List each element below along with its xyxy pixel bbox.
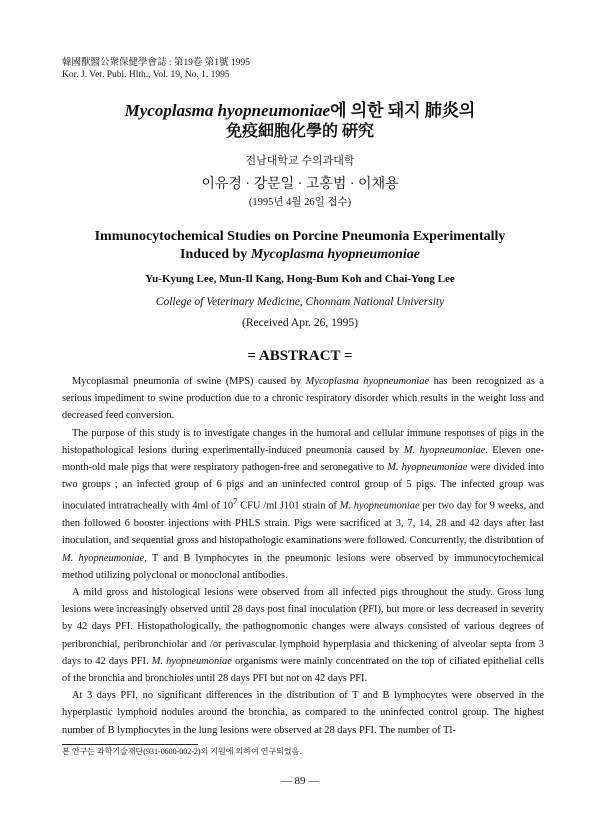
english-title-line1: Immunocytochemical Studies on Porcine Pneumonia Experimentally bbox=[94, 229, 506, 244]
abstract-heading: = ABSTRACT = bbox=[247, 348, 353, 364]
text-run: A mild gross and histological lesions were observed from all infected pigs throughout the study. Gross lung lesions were increasingly observed until 28 days post final inoculation (PFI), but more or less decreased in severity by 42 days PFI. Histopathologically, the pathognomonic changes were always consisted of various degrees of peribronchial, peribronchiolar and /or perivascular lymphoid hyperplasia and thickening of alveolar septa from 3 days to 42 days PFI. bbox=[62, 586, 544, 667]
text-run: were divided into two groups ; an infected group of 6 pigs and an uninfected control group of 5 pigs. The infected group was inoculated intratracheally with 4ml of 10 bbox=[62, 462, 545, 512]
text-run: . Eleven one-month-old male pigs that were respiratory pathogen-free and seronegative to bbox=[62, 444, 545, 474]
korean-authors: 이유경 · 강문일 · 고홍범 · 이채용 bbox=[201, 177, 399, 192]
korean-title-line2: 免疫細胞化學的 硏究 bbox=[225, 123, 374, 140]
abstract-paragraph-2 bbox=[62, 425, 544, 584]
abstract-paragraph-1 bbox=[62, 373, 544, 425]
text-run: Mycoplasmal pneumonia of swine (MPS) caused by bbox=[72, 376, 306, 387]
korean-affiliation: 전남대학교 수의과대학 bbox=[245, 155, 355, 167]
footnote-divider bbox=[62, 744, 198, 745]
english-title-organism: Mycoplasma hyopneumoniae bbox=[250, 247, 420, 262]
page-number: — 89 — bbox=[280, 775, 320, 787]
english-received-date: (Received Apr. 26, 1995) bbox=[242, 317, 358, 329]
abstract-paragraph-3 bbox=[62, 584, 544, 687]
english-title-line2 bbox=[40, 247, 560, 263]
text-run: organisms were mainly concentrated on the top of ciliated epithelial cells of the bronchia and bronchioles until 28 days PFI but not on 42 days PFI. bbox=[62, 655, 544, 684]
english-affiliation: College of Veterinary Medicine, Chonnam National University bbox=[155, 296, 445, 308]
text-run: has been recognized as a serious impediment to swine production due to a chronic respiratory disorder which results in the weight loss and decreased feed conversion. bbox=[62, 376, 545, 422]
funding-footnote: 본 연구는 과학기술재단(931-0600-002-2)의 지원에 의하여 연구되었음. bbox=[62, 747, 302, 756]
text-run: CFU /ml J101 strain of bbox=[237, 500, 340, 512]
organism-name: M. hyopneumoniae bbox=[339, 500, 420, 512]
abstract-body bbox=[62, 373, 544, 739]
text-run: per two day for 9 weeks, and then followed 6 booster injections with PHLS strain. Pigs were sacrificed at 3, 7, 14, 28 and 42 days after last inoculation, and sequential gross and histopathologic examinations were followed. Concurrently, the distribution of bbox=[62, 500, 544, 547]
organism-name: M. hyopneumoniae bbox=[62, 552, 145, 564]
english-authors: Yu-Kyung Lee, Mun-Il Kang, Hong-Bum Koh and Chai-Yong Lee bbox=[145, 273, 455, 285]
korean-received-date: (1995년 4월 26일 접수) bbox=[248, 197, 352, 208]
text-run: The purpose of this study is to investigate changes in the humoral and cellular immune responses of pigs in the histopathological lesions during experimentally-induced pneumonia caused by bbox=[62, 427, 544, 456]
korean-title-organism: Mycoplasma hyopneumoniae bbox=[124, 101, 331, 120]
english-title-prefix: Induced by bbox=[180, 247, 251, 262]
korean-title-rest: 에 의한 돼지 肺炎의 bbox=[330, 101, 476, 120]
organism-name: Mycoplasma hyopneumoniae bbox=[305, 376, 430, 387]
organism-name: M. hyopneumoniae bbox=[151, 655, 232, 667]
organism-name: M. hyopneumoniae bbox=[387, 462, 468, 474]
journal-header bbox=[62, 57, 250, 81]
abstract-paragraph-4: At 3 days PFI, no significant differences in the distribution of T and B lymphocytes were observed in the hyperplastic lymphoid nodules around the bronchia, as compared to the uninfected control group. The highest number of B lymphocytes in the lung lesions were observed at 28 days PFI. The number of Tl- bbox=[62, 690, 544, 736]
journal-citation-korean: 韓國獸醫公衆保健學會誌 : 第19卷 第1號 1995 bbox=[62, 58, 250, 68]
journal-citation-english: Kor. J. Vet. Publ. Hlth., Vol. 19, No. 1. 1995 bbox=[62, 70, 230, 80]
text-run: , T and B lymphocytes in the pneumonic lesions were observed by immunocytochemical method utilizing polyclonal or monoclonal antibodies. bbox=[62, 552, 544, 581]
exponent: 7 bbox=[233, 496, 238, 507]
organism-name: M. hyopneumoniae bbox=[403, 444, 486, 456]
